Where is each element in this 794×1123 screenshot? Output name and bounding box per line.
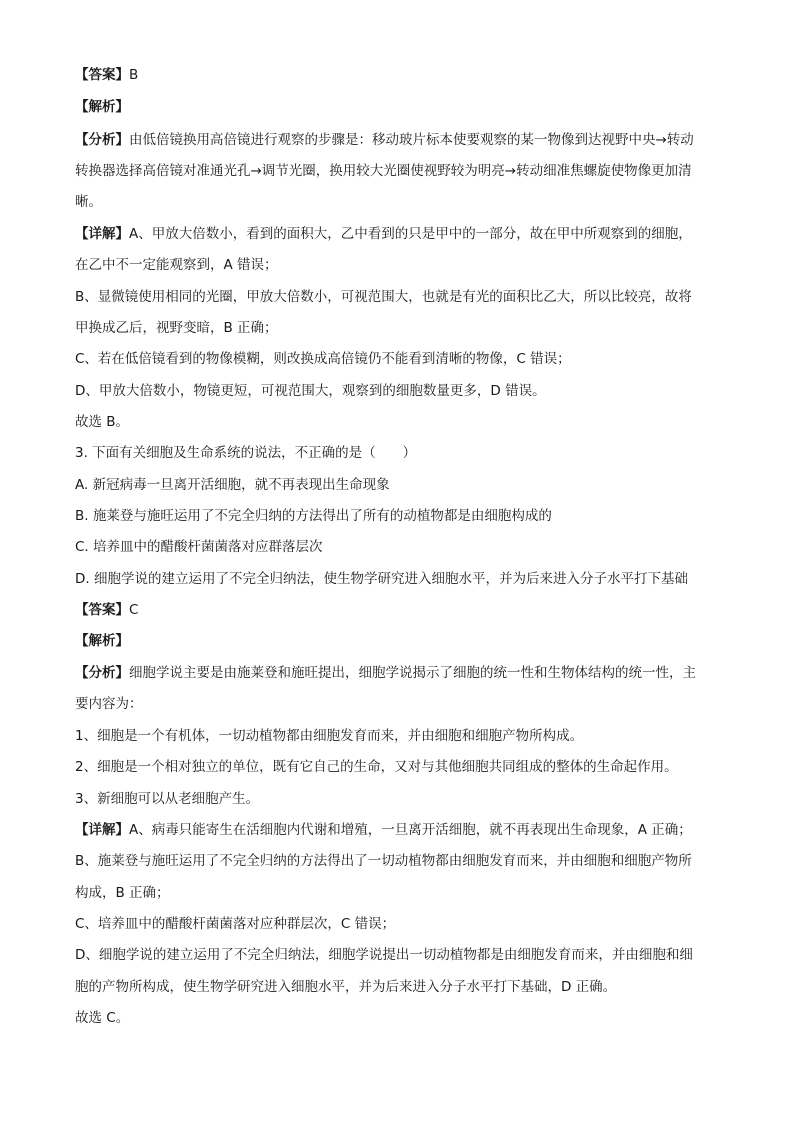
q3-fenxi-line1 [75,663,696,683]
answer-value: B [129,67,139,83]
fenxi-text: 细胞学说主要是由施莱登和施旺提出，细胞学说揭示了细胞的统一性和生物体结构的统一性，主 [129,665,696,681]
q3-b-line2: 构成，B 正确； [75,885,170,901]
q3-point2: 2、细胞是一个相对独立的单位，既有它自己的生命，又对与其他细胞共同组成的整体的生命起作用。 [75,759,678,775]
q3-option-b: B. 施莱登与施旺运用了不完全归纳的方法得出了所有的动植物都是由细胞构成的 [75,508,552,524]
q3-analysis-title: 【解析】 [75,633,129,649]
q2-d-line: D、甲放大倍数小，物镜更短，可视范围大，观察到的细胞数量更多，D 错误。 [75,383,546,399]
q3-option-a: A. 新冠病毒一旦离开活细胞，就不再表现出生命现象 [75,477,390,493]
answer-value: C [129,602,139,618]
q2-fenxi-line3: 晰。 [75,194,102,210]
q3-fenxi-line2: 要内容为： [75,696,143,712]
q3-d-line1: D、细胞学说的建立运用了不完全归纳法，细胞学说提出一切动植物都是由细胞发育而来，并由细胞和细 [75,947,693,963]
fenxi-tag: 【分析】 [75,132,129,148]
q3-point1: 1、细胞是一个有机体，一切动植物都由细胞发育而来，并由细胞和细胞产物所构成。 [75,728,584,744]
xiangjie-tag: 【详解】 [75,822,129,838]
xiangjie-tag: 【详解】 [75,226,129,242]
answer-tag: 【答案】 [75,602,129,618]
q2-conclusion: 故选 B。 [75,414,130,430]
xiangjie-text: A、甲放大倍数小，看到的面积大，乙中看到的只是甲中的一部分，故在甲中所观察到的细胞， [129,226,692,242]
fenxi-text: 由低倍镜换用高倍镜进行观察的步骤是：移动玻片标本使要观察的某一物像到达视野中央→转动 [129,132,694,148]
xiangjie-text: A、病毒只能寄生在活细胞内代谢和增殖，一旦离开活细胞，就不再表现出生命现象，A 正确； [129,822,692,838]
q2-xiangjie-line1 [75,224,692,244]
q2-fenxi-line1 [75,130,694,150]
q3-d-line2: 胞的产物所构成，使生物学研究进入细胞水平，并为后来进入分子水平打下基础，D 正确。 [75,979,617,995]
q3-xiangjie-line1 [75,820,692,840]
q2-fenxi-line2: 转换器选择高倍镜对准通光孔→调节光圈，换用较大光圈使视野较为明亮→转动细准焦螺旋使物像更加清 [75,163,692,179]
q2-c-line: C、若在低倍镜看到的物像模糊，则改换成高倍镜仍不能看到清晰的物像，C 错误； [75,351,571,367]
q3-conclusion: 故选 C。 [75,1010,130,1026]
q2-b-line1: B、显微镜使用相同的光圈，甲放大倍数小，可视范围大，也就是有光的面积比乙大，所以比较亮，故将 [75,289,692,305]
q3-question: 3. 下面有关细胞及生命系统的说法，不正确的是（ ） [75,445,417,461]
q2-analysis-title: 【解析】 [75,99,129,115]
q2-b-line2: 甲换成乙后，视野变暗，B 正确； [75,320,278,336]
q3-c-line: C、培养皿中的醋酸杆菌菌落对应种群层次，C 错误； [75,916,396,932]
q2-xiangjie-line2: 在乙中不一定能观察到，A 错误； [75,257,278,273]
q2-answer-line [75,65,138,85]
q3-point3: 3、新细胞可以从老细胞产生。 [75,791,260,807]
fenxi-tag: 【分析】 [75,665,129,681]
q3-option-c: C. 培养皿中的醋酸杆菌菌落对应群落层次 [75,539,323,555]
q3-b-line1: B、施莱登与施旺运用了不完全归纳的方法得出了一切动植物都由细胞发育而来，并由细胞和细胞产物所 [75,853,692,869]
q3-answer-line [75,600,138,620]
answer-tag: 【答案】 [75,67,129,83]
q3-option-d: D. 细胞学说的建立运用了不完全归纳法，使生物学研究进入细胞水平，并为后来进入分子水平打下基础 [75,571,688,587]
